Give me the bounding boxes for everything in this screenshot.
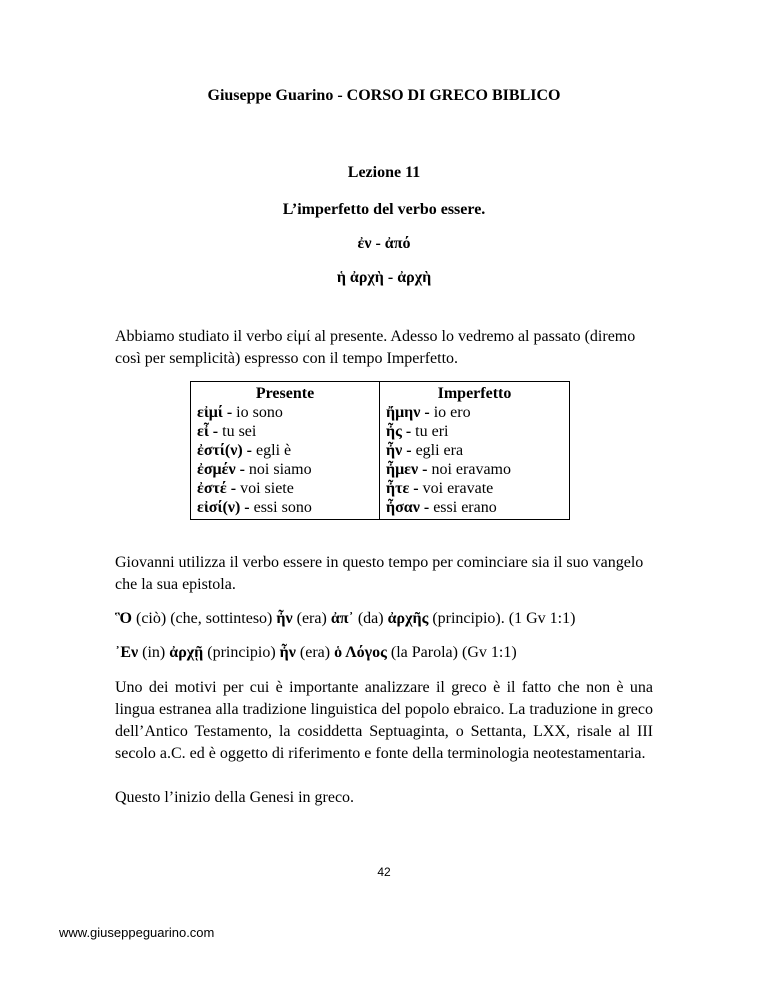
greek-heading-line-1: ἐν - ἀπό [357,235,411,252]
greek-heading-line-2: ἡ ἀρχὴ - ἀρχὴ [336,269,432,286]
greek-form: ἦς - [386,423,412,440]
italian-translation: voi siete [236,480,294,497]
greek-form: ἦσαν - [386,499,430,516]
italian-translation: tu sei [218,423,257,440]
italian-translation: egli era [411,442,464,459]
greek-form: ἐστί(ν) - [197,442,253,459]
greek-form: ἐστέ - [197,480,237,497]
greek-word: ἀπ᾽ [330,610,354,627]
verse-1-john [115,608,653,630]
italian-translation: egli è [252,442,292,459]
imperfetto-row [386,460,563,479]
john-paragraph: Giovanni utilizza il verbo essere in questo tempo per cominciare sia il suo vangelo che la sua epistola. [115,554,644,593]
gloss: (era) [295,644,335,661]
gloss: (da) [353,610,388,627]
footer-url[interactable]: www.giuseppeguarino.com [59,925,215,940]
italian-translation: noi eravamo [427,461,511,478]
imperfetto-column [380,382,570,520]
imperfetto-row [386,422,563,441]
greek-word: Ὃ [115,610,132,627]
greek-form: ἦν - [386,442,412,459]
lesson-number: Lezione 11 [347,164,421,181]
italian-translation: voi eravate [418,480,494,497]
italian-translation: essi erano [429,499,497,516]
presente-row [197,403,373,422]
imperfetto-header: Imperfetto [437,385,512,402]
conjugation-table [190,381,570,520]
greek-form: εἰσί(ν) - [197,499,250,516]
greek-word: ἀρχῆς [387,610,429,627]
imperfetto-row [386,498,563,517]
presente-row [197,441,373,460]
gloss: (ciò) (che, sottinteso) [131,610,277,627]
lesson-subtitle: L’imperfetto del verbo essere. [282,201,486,218]
presente-header: Presente [255,385,315,402]
greek-form: ἦμεν - [386,461,428,478]
septuagint-paragraph: Uno dei motivi per cui è importante analizzare il greco è il fatto che non è una lingua estranea alla tradizione linguistica del popolo ebraico. La traduzione in greco dell’Antico Testamento, la cosiddetta Septuaginta, o Settanta, LXX, risale al III secolo a.C. ed è oggetto di riferimento e fonte della terminologia neotestamentaria. [115,679,653,762]
greek-word: ἦν [279,644,296,661]
greek-form: εἶ - [197,423,219,440]
italian-translation: io sono [232,404,283,421]
imperfetto-row [386,479,563,498]
greek-word: ὁ Λόγος [334,644,387,661]
gloss: (in) [138,644,170,661]
page-number: 42 [377,865,391,879]
greek-form: ἐσμέν - [197,461,245,478]
presente-row [197,460,373,479]
verse-john [115,642,653,664]
imperfetto-row [386,403,563,422]
presente-row [197,498,373,517]
genesis-intro: Questo l’inizio della Genesi in greco. [115,789,355,806]
greek-word: ᾽Εν [115,644,139,661]
italian-translation: essi sono [249,499,312,516]
intro-paragraph: Abbiamo studiato il verbo εἰμί al presente. Adesso lo vedremo al passato (diremo così per semplicità) espresso con il tempo Imperfetto. [115,328,636,367]
greek-form: ἤμην - [386,404,430,421]
gloss: (era) [292,610,331,627]
gloss: (principio). (1 Gv 1:1) [428,610,576,627]
gloss: (principio) [203,644,280,661]
document-header: Giuseppe Guarino - CORSO DI GRECO BIBLICO [207,87,561,104]
imperfetto-row [386,441,563,460]
italian-translation: io ero [429,404,471,421]
gloss: (la Parola) (Gv 1:1) [386,644,517,661]
presente-column [191,382,380,520]
presente-row [197,422,373,441]
italian-translation: noi siamo [244,461,312,478]
greek-word: ἀρχῇ [169,644,204,661]
greek-word: ἦν [276,610,293,627]
greek-form: εἰμί - [197,404,233,421]
greek-form: ἦτε - [386,480,419,497]
presente-row [197,479,373,498]
italian-translation: tu eri [411,423,449,440]
